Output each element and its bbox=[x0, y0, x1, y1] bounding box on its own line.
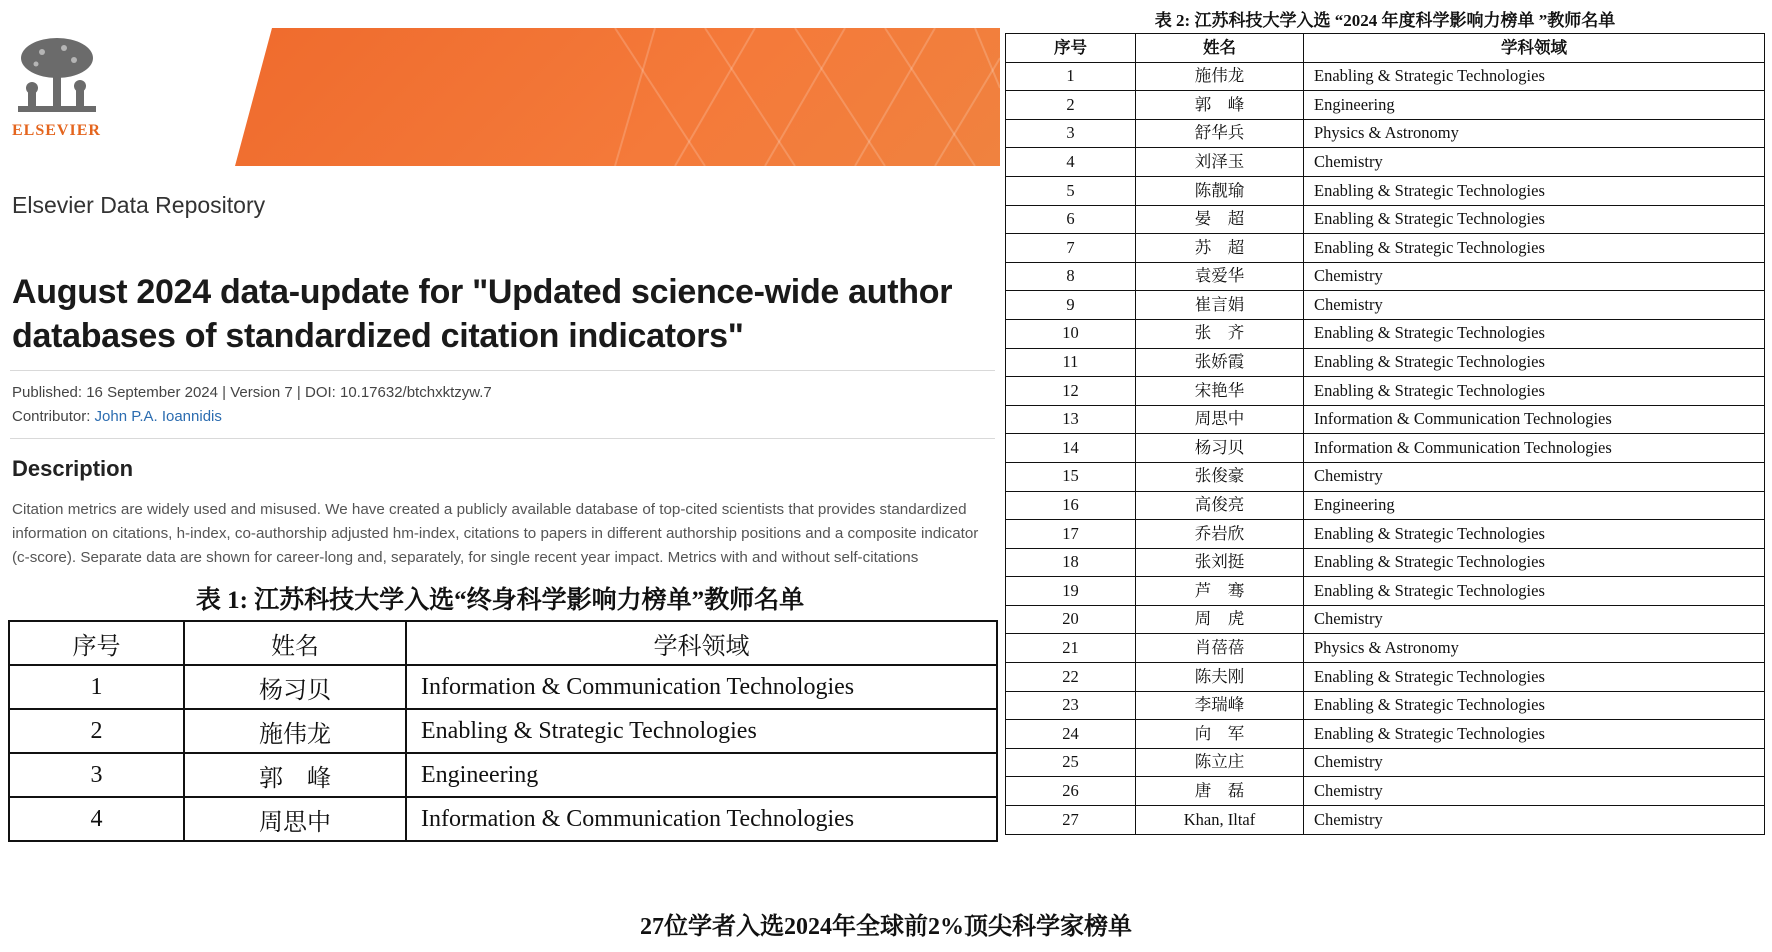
row-field: Information & Communication Technologies bbox=[1304, 434, 1765, 463]
row-name: 舒华兵 bbox=[1136, 119, 1304, 148]
row-name: 陈靓瑜 bbox=[1136, 176, 1304, 205]
row-field: Enabling & Strategic Technologies bbox=[1304, 319, 1765, 348]
row-field: Enabling & Strategic Technologies bbox=[1304, 720, 1765, 749]
repository-name: Elsevier Data Repository bbox=[12, 192, 266, 218]
table-row bbox=[1006, 205, 1765, 234]
header-name: 姓名 bbox=[184, 621, 406, 665]
row-name: 张俊豪 bbox=[1136, 462, 1304, 491]
publication-meta: Published: 16 September 2024 | Version 7 | DOI: 10.17632/btchxktzyw.7 bbox=[12, 384, 492, 401]
table-row bbox=[1006, 605, 1765, 634]
table2 bbox=[1005, 33, 1765, 835]
row-name: 向 军 bbox=[1136, 720, 1304, 749]
row-field: Enabling & Strategic Technologies bbox=[1304, 663, 1765, 692]
contributor-link[interactable]: John P.A. Ioannidis bbox=[94, 408, 222, 425]
row-name: 陈立庄 bbox=[1136, 748, 1304, 777]
row-field: Enabling & Strategic Technologies bbox=[1304, 548, 1765, 577]
header-index: 序号 bbox=[9, 621, 184, 665]
table-row bbox=[1006, 634, 1765, 663]
table-row bbox=[1006, 319, 1765, 348]
row-field: Enabling & Strategic Technologies bbox=[1304, 691, 1765, 720]
table-row bbox=[1006, 462, 1765, 491]
row-index: 17 bbox=[1006, 520, 1136, 549]
row-field: Enabling & Strategic Technologies bbox=[1304, 520, 1765, 549]
row-index: 4 bbox=[1006, 148, 1136, 177]
table-row bbox=[1006, 491, 1765, 520]
row-name: 肖蓓蓓 bbox=[1136, 634, 1304, 663]
row-index: 6 bbox=[1006, 205, 1136, 234]
row-name: 周 虎 bbox=[1136, 605, 1304, 634]
row-field: Enabling & Strategic Technologies bbox=[1304, 577, 1765, 606]
row-name: 崔言娟 bbox=[1136, 291, 1304, 320]
row-field: Enabling & Strategic Technologies bbox=[1304, 176, 1765, 205]
row-index: 23 bbox=[1006, 691, 1136, 720]
description-text: Citation metrics are widely used and misused. We have created a publicly available database of top-cited scientists that provides standardized information on citations, h-index, co-authorship adjusted hm-index, citations to papers in different authorship positions and a composite indicator (c-score). Separate data are shown for career-long and, separately, for single recent year impact. Metrics with and without self-citations bbox=[12, 501, 979, 566]
dataset-title: August 2024 data-update for "Updated science-wide author databases of standardized citation indicators" bbox=[12, 273, 953, 355]
divider bbox=[10, 438, 995, 439]
table-row bbox=[1006, 577, 1765, 606]
table-row bbox=[1006, 806, 1765, 835]
row-field: Enabling & Strategic Technologies bbox=[1304, 205, 1765, 234]
row-field: Enabling & Strategic Technologies bbox=[406, 709, 997, 753]
row-index: 7 bbox=[1006, 234, 1136, 263]
row-field: Chemistry bbox=[1304, 806, 1765, 835]
table-row bbox=[1006, 176, 1765, 205]
table-header-row bbox=[9, 621, 997, 665]
row-name: 张刘挺 bbox=[1136, 548, 1304, 577]
row-index: 2 bbox=[1006, 91, 1136, 120]
row-name: 乔岩欣 bbox=[1136, 520, 1304, 549]
row-name: 施伟龙 bbox=[1136, 62, 1304, 91]
header-name: 姓名 bbox=[1136, 34, 1304, 63]
row-index: 1 bbox=[1006, 62, 1136, 91]
row-index: 26 bbox=[1006, 777, 1136, 806]
row-name: 周思中 bbox=[184, 797, 406, 841]
row-name: 施伟龙 bbox=[184, 709, 406, 753]
row-index: 2 bbox=[9, 709, 184, 753]
table-row bbox=[1006, 691, 1765, 720]
row-index: 8 bbox=[1006, 262, 1136, 291]
row-name: 晏 超 bbox=[1136, 205, 1304, 234]
description-heading: Description bbox=[12, 456, 134, 481]
table-row bbox=[1006, 434, 1765, 463]
row-index: 14 bbox=[1006, 434, 1136, 463]
header-index: 序号 bbox=[1006, 34, 1136, 63]
row-index: 27 bbox=[1006, 806, 1136, 835]
row-name: 高俊亮 bbox=[1136, 491, 1304, 520]
table-row bbox=[1006, 234, 1765, 263]
row-name: 张娇霞 bbox=[1136, 348, 1304, 377]
row-index: 4 bbox=[9, 797, 184, 841]
row-name: 郭 峰 bbox=[184, 753, 406, 797]
row-index: 11 bbox=[1006, 348, 1136, 377]
row-index: 1 bbox=[9, 665, 184, 709]
row-index: 16 bbox=[1006, 491, 1136, 520]
row-index: 20 bbox=[1006, 605, 1136, 634]
row-name: 芦 骞 bbox=[1136, 577, 1304, 606]
table2-caption: 表 2: 江苏科技大学入选 “2024 年度科学影响力榜单 ”教师名单 bbox=[1154, 11, 1616, 30]
row-index: 10 bbox=[1006, 319, 1136, 348]
row-index: 22 bbox=[1006, 663, 1136, 692]
table-row bbox=[1006, 777, 1765, 806]
row-index: 3 bbox=[1006, 119, 1136, 148]
row-field: Chemistry bbox=[1304, 777, 1765, 806]
row-field: Engineering bbox=[406, 753, 997, 797]
row-index: 3 bbox=[9, 753, 184, 797]
table-row bbox=[1006, 720, 1765, 749]
row-index: 12 bbox=[1006, 377, 1136, 406]
table-row bbox=[1006, 148, 1765, 177]
row-field: Enabling & Strategic Technologies bbox=[1304, 234, 1765, 263]
table1-caption: 表 1: 江苏科技大学入选“终身科学影响力榜单”教师名单 bbox=[195, 587, 805, 614]
table-row bbox=[1006, 405, 1765, 434]
row-name: 杨习贝 bbox=[1136, 434, 1304, 463]
row-field: Chemistry bbox=[1304, 605, 1765, 634]
row-name: 周思中 bbox=[1136, 405, 1304, 434]
row-field: Enabling & Strategic Technologies bbox=[1304, 377, 1765, 406]
row-name: 陈夫刚 bbox=[1136, 663, 1304, 692]
contributor-line bbox=[12, 408, 222, 425]
row-name: 张 齐 bbox=[1136, 319, 1304, 348]
table-row bbox=[1006, 377, 1765, 406]
table-row bbox=[9, 709, 997, 753]
row-index: 21 bbox=[1006, 634, 1136, 663]
table-row bbox=[9, 797, 997, 841]
elsevier-tree-logo-icon bbox=[12, 36, 102, 116]
figure-caption: 27位学者入选2024年全球前2%顶尖科学家榜单 bbox=[640, 914, 1132, 940]
row-index: 18 bbox=[1006, 548, 1136, 577]
row-index: 19 bbox=[1006, 577, 1136, 606]
row-field: Chemistry bbox=[1304, 262, 1765, 291]
table-row bbox=[9, 665, 997, 709]
row-index: 25 bbox=[1006, 748, 1136, 777]
row-field: Chemistry bbox=[1304, 148, 1765, 177]
row-field: Physics & Astronomy bbox=[1304, 634, 1765, 663]
table-row bbox=[1006, 348, 1765, 377]
row-field: Enabling & Strategic Technologies bbox=[1304, 348, 1765, 377]
row-index: 5 bbox=[1006, 176, 1136, 205]
row-field: Information & Communication Technologies bbox=[406, 797, 997, 841]
row-name: 郭 峰 bbox=[1136, 91, 1304, 120]
row-name: 李瑞峰 bbox=[1136, 691, 1304, 720]
table-header-row bbox=[1006, 34, 1765, 63]
contributor-label: Contributor: bbox=[12, 408, 95, 425]
table-row bbox=[1006, 291, 1765, 320]
table-row bbox=[9, 753, 997, 797]
row-field: Chemistry bbox=[1304, 462, 1765, 491]
row-name: 袁爱华 bbox=[1136, 262, 1304, 291]
row-index: 15 bbox=[1006, 462, 1136, 491]
row-field: Chemistry bbox=[1304, 291, 1765, 320]
row-field: Engineering bbox=[1304, 491, 1765, 520]
row-name: 刘泽玉 bbox=[1136, 148, 1304, 177]
row-name: 苏 超 bbox=[1136, 234, 1304, 263]
table-row bbox=[1006, 520, 1765, 549]
table-row bbox=[1006, 548, 1765, 577]
table-row bbox=[1006, 262, 1765, 291]
divider bbox=[10, 370, 995, 371]
table1 bbox=[8, 620, 998, 842]
table-row bbox=[1006, 119, 1765, 148]
table-row bbox=[1006, 663, 1765, 692]
row-name: 唐 磊 bbox=[1136, 777, 1304, 806]
row-field: Engineering bbox=[1304, 91, 1765, 120]
row-index: 24 bbox=[1006, 720, 1136, 749]
row-index: 13 bbox=[1006, 405, 1136, 434]
elsevier-logo-text: ELSEVIER bbox=[12, 122, 101, 139]
row-field: Physics & Astronomy bbox=[1304, 119, 1765, 148]
row-name: Khan, Iltaf bbox=[1136, 806, 1304, 835]
row-field: Information & Communication Technologies bbox=[406, 665, 997, 709]
header-field: 学科领域 bbox=[1304, 34, 1765, 63]
row-field: Information & Communication Technologies bbox=[1304, 405, 1765, 434]
row-index: 9 bbox=[1006, 291, 1136, 320]
row-name: 宋艳华 bbox=[1136, 377, 1304, 406]
row-name: 杨习贝 bbox=[184, 665, 406, 709]
row-field: Enabling & Strategic Technologies bbox=[1304, 62, 1765, 91]
table-row bbox=[1006, 91, 1765, 120]
banner-orange-graphic bbox=[235, 28, 1000, 166]
elsevier-banner bbox=[0, 28, 1000, 166]
row-field: Chemistry bbox=[1304, 748, 1765, 777]
table-row bbox=[1006, 62, 1765, 91]
table-row bbox=[1006, 748, 1765, 777]
header-field: 学科领域 bbox=[406, 621, 997, 665]
